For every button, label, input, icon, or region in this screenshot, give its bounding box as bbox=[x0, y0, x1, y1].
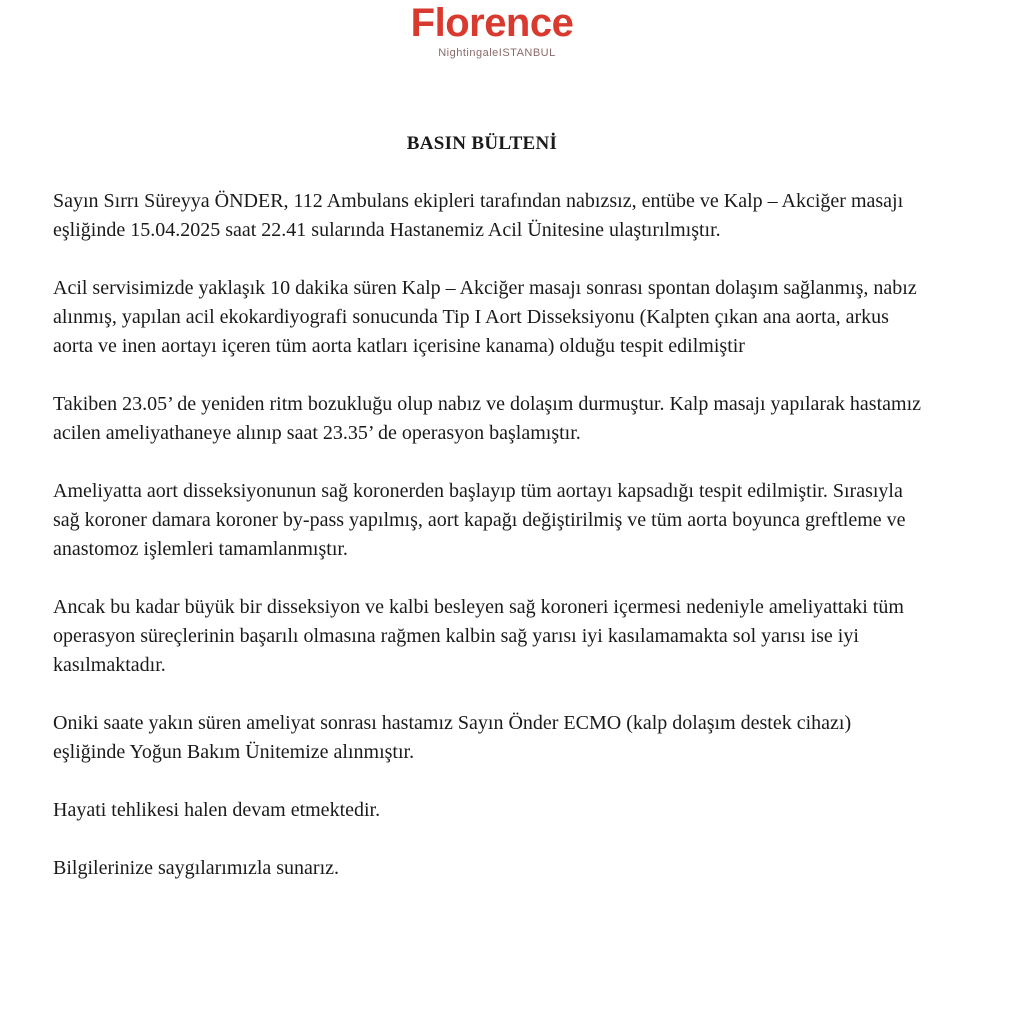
paragraph-arrival: Sayın Sırrı Süreyya ÖNDER, 112 Ambulans ekipleri tarafından nabızsız, entübe ve Kalp – Akciğer masajı eşliğinde 15.04.2025 saat 22.41 sularında Hastanemiz Acil Ünitesine ulaştırılmıştır. bbox=[53, 190, 904, 241]
paragraph-closing: Bilgilerinize saygılarımızla sunarız. bbox=[53, 857, 340, 879]
paragraph-diagnosis: Acil servisimizde yaklaşık 10 dakika süren Kalp – Akciğer masajı sonrası spontan dolaşım sağlanmış, nabız alınmış, yapılan acil ekokardiyografi sonucunda Tip I Aort Disseksiyonu (Kalpten çıkan ana aorta, arkus aorta ve inen aortayı içeren tüm aorta katları içerisine kanama) olduğu tespit edilmiştir bbox=[53, 277, 917, 357]
hospital-logo bbox=[0, 2, 1024, 60]
document-title: BASIN BÜLTENİ bbox=[406, 133, 558, 154]
press-release-body bbox=[53, 187, 923, 912]
paragraph-icu: Oniki saate yakın süren ameliyat sonrası hastamız Sayın Önder ECMO (kalp dolaşım destek cihazı) eşliğinde Yoğun Bakım Ünitemize alınmıştır. bbox=[53, 712, 852, 763]
paragraph-surgery-details: Ameliyatta aort disseksiyonunun sağ koronerden başlayıp tüm aortayı kapsadığı tespit edilmiştir. Sırasıyla sağ koroner damara koroner by-pass yapılmış, aort kapağı değiştirilmiş ve tüm aorta boyunca greftleme ve anastomoz işlemleri tamamlanmıştır. bbox=[53, 480, 906, 560]
paragraph-operation-start: Takiben 23.05’ de yeniden ritm bozukluğu olup nabız ve dolaşım durmuştur. Kalp masajı yapılarak hastamız acilen ameliyathaneye alınıp saat 23.35’ de operasyon başlamıştır. bbox=[53, 393, 922, 444]
logo-tagline: NightingaleISTANBUL bbox=[438, 47, 556, 59]
paragraph-heart-status: Ancak bu kadar büyük bir disseksiyon ve kalbi besleyen sağ koroneri içermesi nedeniyle ameliyattaki tüm operasyon süreçlerinin başarılı olmasına rağmen kalbin sağ yarısı iyi kasılamamakta sol yarısı ise iyi kasılmaktadır. bbox=[53, 596, 904, 676]
paragraph-condition: Hayati tehlikesi halen devam etmektedir. bbox=[53, 799, 381, 821]
logo-wordmark: Florence bbox=[410, 1, 574, 45]
